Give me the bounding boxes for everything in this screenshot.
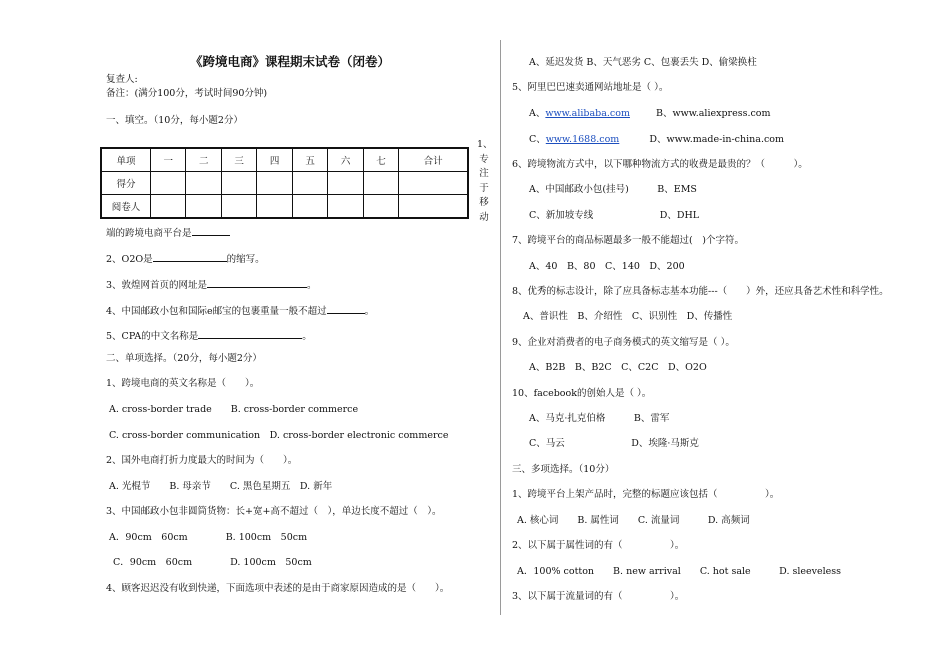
question-3-tail: 。 [307, 280, 317, 291]
section-1-heading: 一、填空。（10分，每小题2分） [106, 115, 243, 126]
grader-cell[interactable] [257, 195, 292, 219]
answer-blank[interactable] [153, 251, 227, 262]
question-3-text: 3、敦煌网首页的网址是 [106, 280, 208, 291]
answer-blank[interactable] [198, 328, 302, 339]
alibaba-link[interactable]: www.alibaba.com [545, 108, 630, 119]
choice-question-3: 3、中国邮政小包非圆筒货物：长+宽+高不超过（ ），单边长度不超过（ ）。 [106, 506, 442, 517]
score-header-cell: 合计 [399, 148, 468, 172]
choice-question-4-options: A、延迟发货 B、天气恶劣 C、包裹丢失 D、偷梁换柱 [529, 57, 757, 68]
answer-blank[interactable] [327, 303, 365, 314]
choice-question-8-options: A、普识性 B、介绍性 C、识别性 D、传播性 [523, 311, 733, 322]
choice-question-2-options: A. 光棍节 B. 母亲节 C. 黑色星期五 D. 新年 [109, 481, 333, 492]
score-cell[interactable] [186, 172, 221, 195]
score-header-cell: 七 [363, 148, 398, 172]
score-header-cell: 二 [186, 148, 221, 172]
question-2-text: 2、O2O是 [106, 254, 153, 265]
grader-row [101, 195, 468, 219]
grader-cell[interactable] [151, 195, 186, 219]
grader-cell[interactable] [221, 195, 256, 219]
choice-question-5-options-ab [529, 108, 771, 120]
score-header-cell: 六 [328, 148, 363, 172]
grader-cell[interactable] [363, 195, 398, 219]
section-2-heading: 二、单项选择。（20分，每小题2分） [106, 353, 262, 364]
score-header-cell: 三 [221, 148, 256, 172]
choice-question-1-options-ab: A. cross-border trade B. cross-border commerce [109, 404, 359, 415]
vertical-char: 动 [479, 211, 489, 223]
choice-question-9: 9、企业对消费者的电子商务模式的英文缩写是（ ）。 [512, 337, 735, 348]
question-4-text: 4、中国邮政小包和国际e邮宝的包裹重量一般不超过 [106, 306, 327, 317]
choice-question-6: 6、跨境物流方式中，以下哪种物流方式的收费是最贵的？（ ）。 [512, 159, 808, 170]
choice-question-7-options: A、40 B、80 C、140 D、200 [529, 261, 685, 272]
grader-row-label: 阅卷人 [101, 195, 151, 219]
question-2 [106, 251, 265, 266]
vertical-char: 专 [479, 153, 489, 165]
score-row-label: 得分 [101, 172, 151, 195]
choice-question-5-options-cd [529, 134, 784, 146]
score-cell[interactable] [363, 172, 398, 195]
option-b: B、www.aliexpress.com [655, 108, 771, 119]
question-1 [106, 225, 230, 240]
score-cell[interactable] [399, 172, 468, 195]
score-header-cell: 五 [292, 148, 327, 172]
choice-question-8: 8、优秀的标志设计，除了应具备标志基本功能---（ ）外，还应具备艺术性和科学性。 [512, 286, 889, 297]
choice-question-2: 2、国外电商打折力度最大的时间为（ ）。 [106, 455, 298, 466]
score-header-cell: 一 [151, 148, 186, 172]
exam-title: 《跨境电商》课程期末试卷（闭卷） [190, 54, 391, 69]
score-row [101, 172, 468, 195]
section-3-heading: 三、多项选择。（10分） [512, 464, 615, 475]
choice-question-4: 4、顾客迟迟没有收到快递，下面选项中表述的是由于商家原因造成的是（ ）。 [106, 583, 450, 594]
choice-question-10: 10、facebook的创始人是（ ）。 [512, 388, 652, 399]
answer-blank[interactable] [192, 225, 230, 236]
score-header-cell: 四 [257, 148, 292, 172]
score-cell[interactable] [328, 172, 363, 195]
choice-question-10-options-cd: C、马云 D、埃隆·马斯克 [529, 438, 699, 449]
choice-question-6-options-cd: C、新加坡专线 D、DHL [529, 210, 700, 221]
grader-cell[interactable] [292, 195, 327, 219]
option-a-label: A、 [529, 108, 546, 119]
question-3 [106, 277, 317, 292]
question-2-tail: 的缩写。 [226, 254, 265, 265]
question-1-text: 端的跨境电商平台是 [106, 228, 192, 239]
score-cell[interactable] [221, 172, 256, 195]
score-cell[interactable] [292, 172, 327, 195]
multi-question-3: 3、以下属于流量词的有（ ）。 [512, 591, 685, 602]
choice-question-6-options-ab: A、中国邮政小包(挂号) B、EMS [529, 184, 697, 195]
grader-cell[interactable] [186, 195, 221, 219]
score-cell[interactable] [151, 172, 186, 195]
multi-question-2: 2、以下属于属性词的有（ ）。 [512, 540, 685, 551]
multi-question-2-options: A．100% cotton B. new arrival C. hot sale D. sleeveless [517, 566, 842, 577]
grader-cell[interactable] [328, 195, 363, 219]
1688-link[interactable]: www.1688.com [545, 134, 620, 145]
choice-question-1: 1、跨境电商的英文名称是（ ）。 [106, 378, 260, 389]
choice-question-1-options-cd: C. cross-border communication D. cross-border electronic commerce [109, 430, 449, 441]
question-1-vertical-text [477, 138, 491, 226]
choice-question-5: 5、阿里巴巴速卖通网站地址是（ ）。 [512, 82, 669, 93]
question-5-tail: 。 [302, 331, 312, 342]
vertical-char: 注 [479, 168, 489, 180]
score-header-cell: 单项 [101, 148, 151, 172]
choice-question-3-options-cd: C．90cm 60cm D. 100cm 50cm [113, 557, 312, 568]
score-table [100, 147, 469, 219]
option-c-label: C、 [529, 134, 546, 145]
choice-question-10-options-ab: A、马克·扎克伯格 B、雷军 [529, 413, 670, 424]
multi-question-1: 1、跨境平台上架产品时，完整的标题应该包括（ ）。 [512, 489, 780, 500]
vertical-char: 1、 [477, 139, 493, 150]
question-4-tail: 。 [364, 306, 375, 317]
choice-question-9-options: A、B2B B、B2C C、C2C D、O2O [529, 362, 707, 373]
vertical-char: 移 [479, 197, 489, 209]
question-4 [106, 303, 374, 318]
reviewer-label: 复查人: [106, 74, 138, 85]
column-divider [500, 40, 501, 615]
choice-question-7: 7、跨境平台的商品标题最多一般不能超过( )个字符。 [512, 235, 744, 246]
option-d: D、www.made-in-china.com [649, 134, 785, 145]
answer-blank[interactable] [207, 277, 307, 288]
choice-question-3-options-ab: A．90cm 60cm B. 100cm 50cm [109, 532, 308, 543]
score-table-header-row [101, 148, 468, 172]
question-5 [106, 328, 312, 343]
grader-cell[interactable] [399, 195, 468, 219]
score-cell[interactable] [257, 172, 292, 195]
exam-note: 备注：(满分100分，考试时间90分钟) [106, 88, 268, 99]
multi-question-1-options: A. 核心词 B. 属性词 C. 流量词 D. 高频词 [517, 515, 750, 526]
question-5-text: 5、CPA的中文名称是 [106, 331, 199, 342]
vertical-char: 于 [479, 182, 489, 194]
